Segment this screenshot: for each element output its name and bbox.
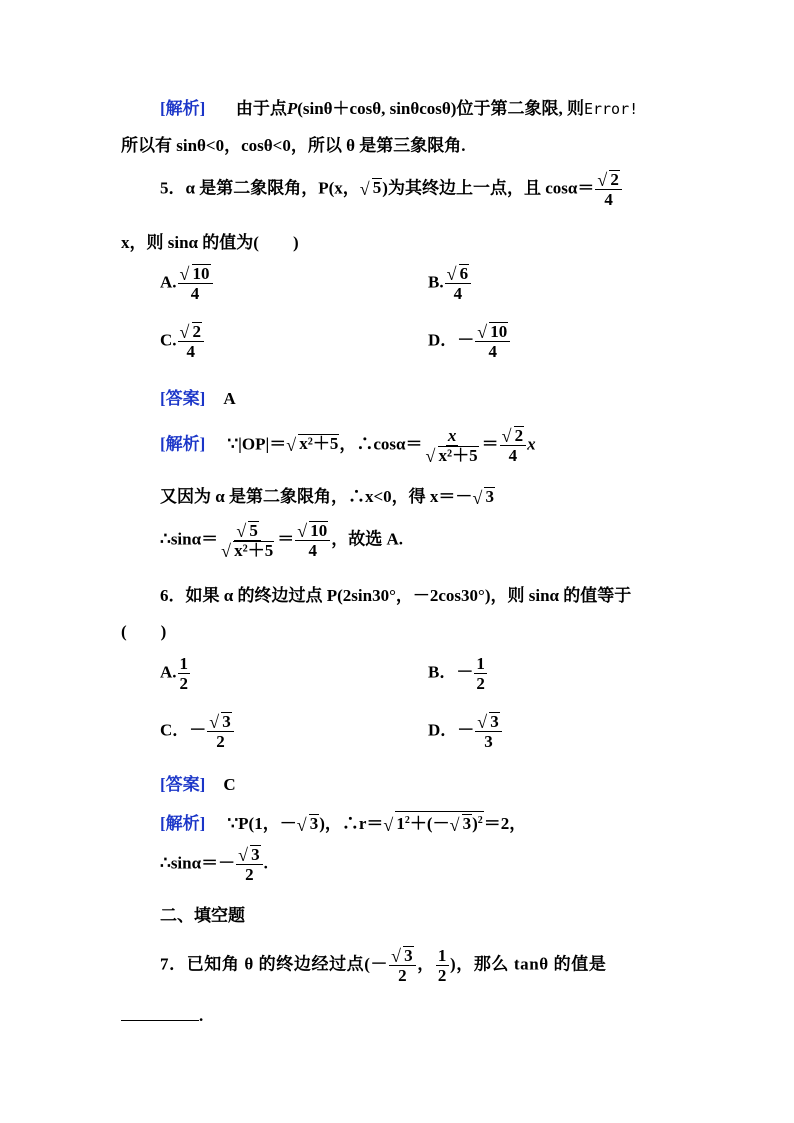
q6-solution-line1: [解析] ∵P(1，－√ 3)，∴r＝√ $1^2+(-√$ 3)$^2$＝2， xyxy=(160,811,526,834)
q5-line2: x，则 sinα 的值为( ) xyxy=(121,233,299,252)
q5-solution-line2: 又因为 α 是第二象限角，∴x<0，得 x＝－√ 3 xyxy=(160,487,495,507)
q5-option-d: D．－ √ $\frac{10}{4}$ xyxy=(428,322,511,361)
q5-option-c: C. √ $\frac{2}{4}$ xyxy=(160,322,205,361)
q6-option-b: B．－ $\frac{1}{2}$ xyxy=(428,654,485,693)
q5-option-a: A. √ $\frac{10}{4}$ xyxy=(160,264,214,303)
p4-text-b: (sinθ＋cosθ, sinθcosθ)位于第二象限, 则 xyxy=(297,99,584,118)
q6-line1: 6．如果 α 的终边过点 P(2sin30°，－2cos30°)，则 sinα 的值等于 xyxy=(160,586,632,605)
q7-blank-line: . xyxy=(121,1006,203,1026)
q5-solution-line1: [解析] ∵|OP|＝√ x²＋5，∴cosα＝ x √ x²＋5 ＝ √ $\frac{2}{4}$ x xyxy=(160,426,536,465)
q6-answer-value: C xyxy=(223,775,236,794)
q6-option-c: C．－ √ $\frac{3}{2}$ xyxy=(160,712,235,751)
error-text: Error! xyxy=(583,100,639,118)
q5-answer: [答案] A xyxy=(160,389,236,408)
q5-option-b: B. √ $\frac{6}{4}$ xyxy=(428,264,472,303)
q5-line1: 5．α 是第二象限角，P(x，√ 5)为其终边上一点，且 cosα＝ √ $\frac{2}{4}$ xyxy=(160,170,623,209)
answer-blank[interactable] xyxy=(121,1006,199,1021)
p4-text-a: 由于点 xyxy=(235,99,287,118)
q6-solution-line2: ∴sinα＝－ √ $\frac{3}{2}$ . xyxy=(160,845,268,884)
section-heading: 二、填空题 xyxy=(160,906,245,925)
q6-answer: [答案] C xyxy=(160,775,236,794)
q6-option-a: A. $\frac{1}{2}$ xyxy=(160,654,189,693)
q5-cos-fraction: √ $\frac{2}{4}$ xyxy=(595,170,622,209)
p4-line1: [解析] 由于点P(sinθ＋cosθ, sinθcosθ)位于第二象限, 则Error! xyxy=(160,99,639,118)
jiexi-label: [解析] xyxy=(160,99,206,118)
q7-line1: 7．已知角 θ 的终边经过点(－ √ $\frac{3}{2}$ ， $\frac{1}{2}$ )，那么 tanθ 的值是 xyxy=(160,946,606,985)
q6-line2: ( ) xyxy=(121,622,167,641)
q5-solution-line3: ∴sinα＝ √ 5 √ x²＋5 ＝ √ $\frac{10}{4}$ ，故选 A. xyxy=(160,521,403,560)
q5-answer-value: A xyxy=(223,389,236,408)
q6-option-d: D．－ √ $\frac{3}{3}$ xyxy=(428,712,503,751)
p4-line2: 所以有 sinθ<0，cosθ<0，所以 θ 是第三象限角. xyxy=(121,136,466,155)
